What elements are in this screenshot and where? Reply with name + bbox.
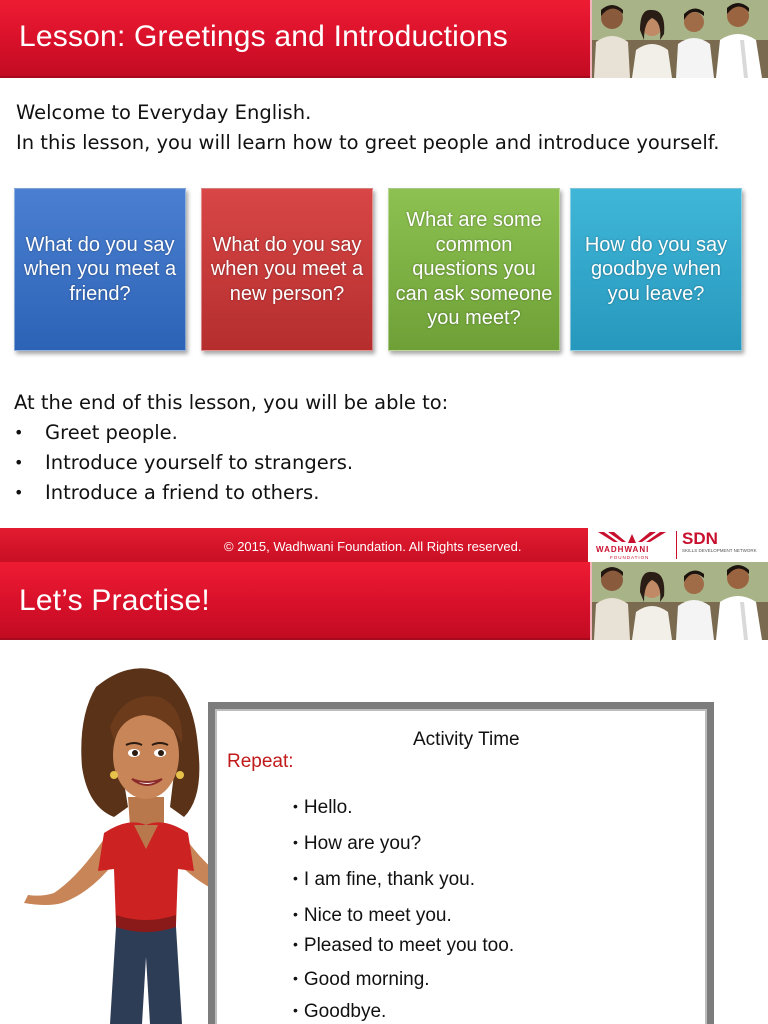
question-text: What do you say when you meet a friend?	[23, 233, 177, 305]
list-item: • Pleased to meet you too.	[293, 935, 515, 956]
bullet-icon: •	[14, 423, 24, 442]
bullet-icon: •	[293, 970, 298, 986]
bullet-icon: •	[293, 798, 298, 814]
slide-practise	[0, 562, 768, 1024]
list-item: • Goodbye.	[293, 1001, 387, 1022]
wadhwani-logo	[594, 530, 670, 560]
logo-divider	[676, 531, 677, 559]
sdn-logo-text: SDN	[682, 529, 718, 548]
question-text: What do you say when you meet a new person?	[210, 233, 364, 305]
title-bar	[0, 0, 768, 78]
wadhwani-wing-icon	[594, 530, 670, 546]
wadhwani-logo-subtext: FOUNDATION	[610, 555, 650, 560]
question-box-goodbye	[570, 188, 742, 351]
activity-panel	[208, 702, 714, 1024]
list-item: • Nice to meet you.	[293, 905, 452, 926]
slide-footer	[0, 528, 768, 562]
list-item: • Introduce yourself to strangers.	[14, 448, 714, 478]
group-of-friends-photo	[590, 562, 768, 640]
outcomes-list	[14, 418, 714, 508]
copyright-text: © 2015, Wadhwani Foundation. All Rights reserved.	[224, 539, 522, 554]
bullet-icon: •	[293, 906, 298, 922]
slide-title: Let’s Practise!	[19, 584, 210, 617]
sdn-logo-subtext: SKILLS DEVELOPMENT NETWORK	[682, 548, 757, 553]
footer-logos	[588, 528, 768, 562]
bullet-icon: •	[293, 1002, 298, 1018]
list-item: • How are you?	[293, 833, 422, 854]
activity-instruction: Repeat:	[227, 751, 294, 772]
activity-title: Activity Time	[413, 729, 520, 750]
list-item: • Good morning.	[293, 969, 430, 990]
bullet-icon: •	[293, 870, 298, 886]
list-item: • Greet people.	[14, 418, 714, 448]
wadhwani-logo-text: WADHWANI	[596, 545, 650, 554]
title-bar	[0, 562, 768, 640]
bullet-icon: •	[293, 936, 298, 952]
bullet-icon: •	[293, 834, 298, 850]
outcomes-lead: At the end of this lesson, you will be able to:	[14, 391, 449, 414]
slide-title: Lesson: Greetings and Introductions	[19, 20, 508, 53]
group-of-friends-photo	[590, 0, 768, 78]
intro-line: In this lesson, you will learn how to greet people and introduce yourself.	[16, 131, 720, 154]
question-text: What are some common questions you can ask someone you meet?	[395, 209, 553, 330]
question-box-friend	[14, 188, 186, 351]
question-text: How do you say goodbye when you leave?	[584, 233, 728, 305]
question-box-new-person	[201, 188, 373, 351]
list-item: • Hello.	[293, 797, 353, 818]
bullet-icon: •	[14, 453, 24, 472]
list-item: • Introduce a friend to others.	[14, 478, 714, 508]
intro-text	[16, 98, 756, 158]
learning-outcomes	[14, 388, 714, 508]
list-item: • I am fine, thank you.	[293, 869, 475, 890]
intro-line: Welcome to Everyday English.	[16, 101, 312, 124]
question-box-common-questions	[388, 188, 560, 351]
bullet-icon: •	[14, 483, 24, 502]
